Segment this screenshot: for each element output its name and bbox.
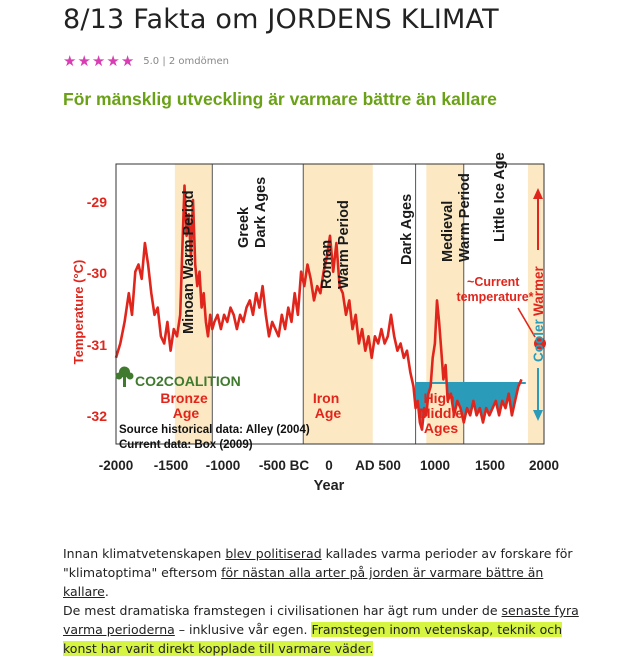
highlighted-text: Framstegen inom vetenskap, teknik och konst har varit direkt kopplade till varmare väder.: [63, 622, 563, 656]
paragraph-warm-periods: [63, 601, 583, 658]
x-tick-label: -1000: [205, 458, 241, 473]
paragraph-text: kallades varma perioder av forskare för "klimatoptima" eftersom: [63, 546, 573, 580]
paragraph-text: De mest dramatiska framstegen i civilisationen har ägt rum under de: [63, 603, 502, 618]
period-label-line: Greek: [236, 206, 252, 248]
era-label-iron: [313, 390, 343, 421]
era-label-text: Age: [314, 405, 342, 421]
current-temp-line2: temperature*: [456, 290, 534, 304]
star-icon[interactable]: ★: [106, 52, 120, 70]
period-label-line: Roman: [319, 239, 335, 289]
star-icon[interactable]: ★: [63, 52, 77, 70]
era-label-text: Bronze: [160, 390, 208, 406]
x-tick-label: -500 BC: [258, 458, 310, 473]
x-tick-label: -1500: [153, 458, 189, 473]
link-fyra-varma-perioderna[interactable]: senaste fyra varma perioderna: [63, 603, 579, 637]
x-tick-label: 1000: [419, 458, 451, 473]
logo-text: CO2COALITION: [135, 373, 241, 389]
period-label-minoan: Minoan Warm Period: [181, 190, 197, 334]
y-tick-label: -32: [86, 408, 107, 424]
era-label-text: Ages: [423, 420, 459, 436]
article-subheading: För mänsklig utveckling är varmare bättre än kallare: [63, 89, 497, 109]
period-label-line: Dark Ages: [253, 176, 269, 248]
paragraph-text: .: [104, 584, 109, 599]
y-tick-label: -30: [86, 265, 107, 281]
period-label-line: Warm Period: [336, 200, 352, 289]
cooler-label: Cooler: [531, 319, 546, 362]
x-tick-label: -2000: [98, 458, 134, 473]
climate-chart-svg: [63, 152, 563, 497]
link-arter-varmare[interactable]: för nästan alla arter på jorden är varmare bättre än kallare: [63, 565, 544, 599]
x-tick-label: 1500: [474, 458, 506, 473]
climate-chart: [63, 152, 563, 497]
current-temp-line1: ~Current: [467, 275, 520, 289]
y-tick-label: -31: [86, 337, 107, 353]
y-tick-label: -29: [86, 194, 107, 210]
x-tick-label: AD 500: [355, 458, 401, 473]
rating-summary: 5.0 | 2 omdömen: [143, 56, 229, 67]
star-icon[interactable]: ★: [77, 52, 91, 70]
paragraph-text: Innan klimatvetenskapen: [63, 546, 226, 561]
link-politiserad[interactable]: blev politiserad: [225, 546, 322, 561]
rating[interactable]: [63, 54, 229, 69]
paragraph-text: – inklusive vår egen.: [174, 622, 312, 637]
page-title: 8/13 Fakta om JORDENS KLIMAT: [63, 4, 499, 35]
source-current: Current data: Box (2009): [119, 439, 253, 451]
star-icon[interactable]: ★: [120, 52, 135, 70]
era-label-text: Middle: [418, 405, 464, 421]
era-label-text: Iron: [312, 390, 340, 406]
era-label-high-middle: [419, 390, 464, 436]
x-tick-label: 0: [325, 458, 333, 473]
period-label-greek: [236, 177, 269, 248]
y-axis-title: Temperature (°C): [71, 259, 86, 365]
x-axis-title: Year: [313, 478, 345, 494]
paragraph-climate-optima: [63, 544, 583, 601]
y-axis: [87, 194, 107, 424]
period-label-little-ice-age: Little Ice Age: [492, 152, 508, 242]
x-tick-label: 2000: [528, 458, 560, 473]
star-icon[interactable]: ★: [91, 52, 106, 70]
period-label-line: Medieval: [440, 200, 456, 262]
warmer-label: Warmer: [531, 266, 546, 316]
era-label-text: Age: [172, 405, 200, 421]
period-label-dark: Dark Ages: [399, 193, 415, 265]
current-temperature-label: [456, 275, 533, 304]
x-axis: [99, 458, 559, 473]
period-label-line: Warm Period: [457, 173, 473, 262]
source-historical: Source historical data: Alley (2004): [119, 424, 310, 436]
era-label-text: High: [423, 390, 455, 406]
rating-stars[interactable]: [63, 54, 134, 69]
